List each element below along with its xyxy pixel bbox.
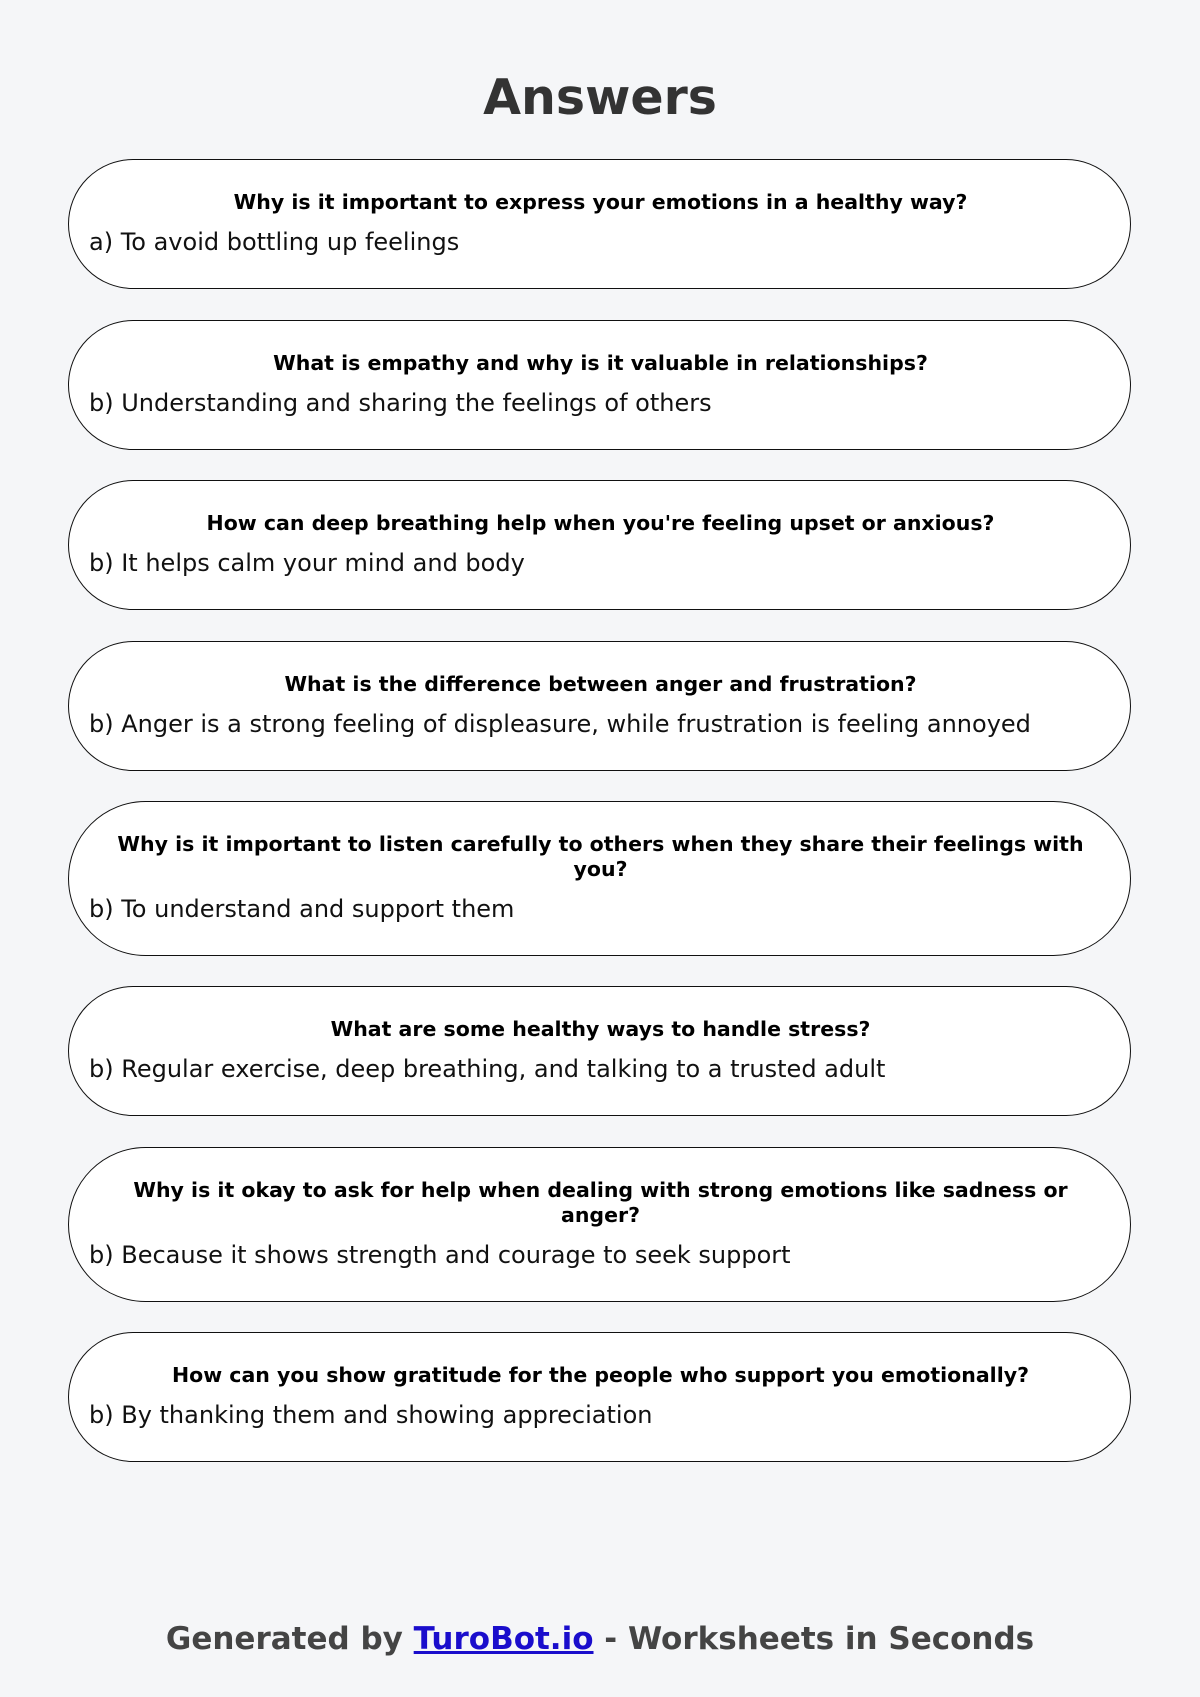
question-text: Why is it important to express your emotions in a healthy way? (233, 190, 968, 214)
page-title: Answers (483, 69, 717, 126)
qa-card-1 (68, 159, 1131, 289)
qa-card-3 (68, 480, 1131, 610)
qa-card-8 (68, 1332, 1131, 1462)
answer-text: b) It helps calm your mind and body (89, 549, 525, 577)
answer-text: b) Understanding and sharing the feelings of others (89, 389, 712, 417)
footer-suffix: - Worksheets in Seconds (593, 1621, 1035, 1657)
question-text: How can you show gratitude for the people who support you emotionally? (171, 1363, 1029, 1387)
question-text: What are some healthy ways to handle stress? (330, 1017, 871, 1041)
answer-text: b) To understand and support them (89, 895, 515, 923)
answer-text: b) By thanking them and showing appreciation (89, 1401, 653, 1429)
question-text: What is empathy and why is it valuable in relationships? (273, 351, 928, 375)
question-text: Why is it okay to ask for help when dealing with strong emotions like sadness or anger? (133, 1178, 1068, 1227)
qa-card-4 (68, 641, 1131, 771)
answer-text: b) Anger is a strong feeling of displeasure, while frustration is feeling annoyed (89, 710, 1031, 738)
answer-text: b) Regular exercise, deep breathing, and talking to a trusted adult (89, 1055, 886, 1083)
footer (0, 1617, 1200, 1661)
question-text: How can deep breathing help when you're feeling upset or anxious? (206, 511, 995, 535)
qa-card-7 (68, 1147, 1131, 1302)
qa-card-2 (68, 320, 1131, 450)
turobot-link[interactable]: TuroBot.io (413, 1621, 594, 1657)
answer-text: a) To avoid bottling up feelings (89, 228, 460, 256)
question-text: Why is it important to listen carefully to others when they share their feelings with you? (117, 832, 1084, 881)
qa-card-5 (68, 801, 1131, 956)
qa-card-6 (68, 986, 1131, 1116)
footer-prefix: Generated by (165, 1621, 414, 1657)
answer-text: b) Because it shows strength and courage to seek support (89, 1241, 791, 1269)
question-text: What is the difference between anger and frustration? (284, 672, 917, 696)
